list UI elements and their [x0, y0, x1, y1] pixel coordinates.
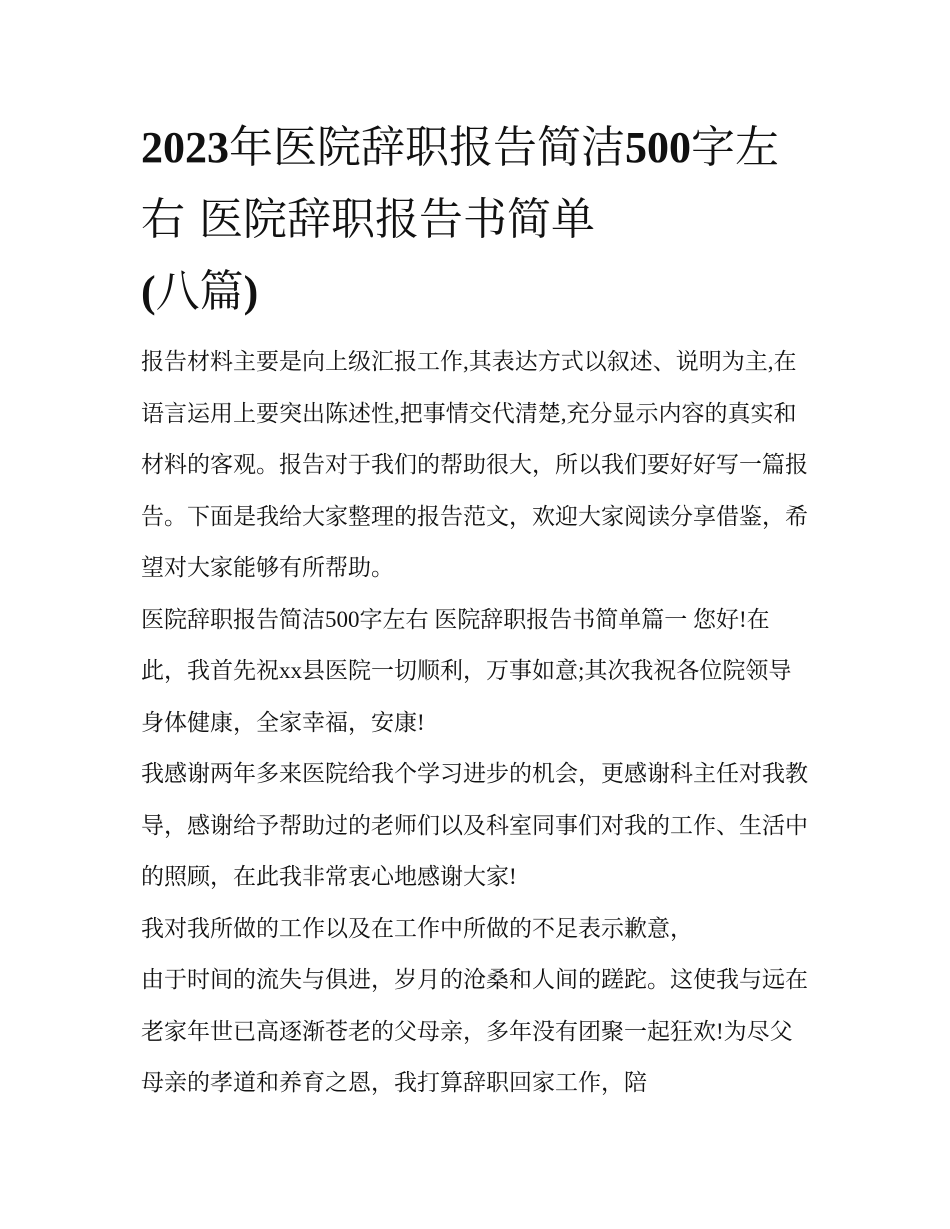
title-number: 500: [625, 123, 691, 172]
body-paragraph-4: 由于时间的流失与俱进，岁月的沧桑和人间的蹉跎。这使我与远在老家年世已高逐渐苍老的父母亲，多年没有团聚一起狂欢!为尽父母亲的孝道和养育之恩，我打算辞职回家工作，陪: [141, 967, 808, 1095]
body-paragraph-2: 我感谢两年多来医院给我个学习进步的机会，更感谢科主任对我教导，感谢给予帮助过的老师们以及科室同事们对我的工作、生活中的照顾，在此我非常衷心地感谢大家!: [141, 761, 808, 889]
title-text-3: 八篇: [155, 266, 244, 317]
title-text-2: 字左右 医院辞职报告书简单: [141, 122, 779, 245]
document-title: [141, 112, 813, 328]
title-text-1: 年医院辞职报告简洁: [229, 122, 625, 173]
body-paragraph-1: 医院辞职报告简洁500字左右 医院辞职报告书简单篇一 您好!在此，我首先祝xx县医院一切顺利，万事如意;其次我祝各位院领导身体健康，全家幸福，安康!: [141, 606, 792, 735]
title-paren-close: ): [243, 267, 259, 316]
intro-paragraph: 报告材料主要是向上级汇报工作,其表达方式以叙述、说明为主,在语言运用上要突出陈述性,把事情交代清楚,充分显示内容的真实和材料的客观。报告对于我们的帮助很大，所以我们要好好写一篇报告。下面是我给大家整理的报告范文，欢迎大家阅读分享借鉴，希望对大家能够有所帮助。: [141, 349, 808, 580]
document-content: [141, 112, 813, 1109]
body-paragraph-3: 我对我所做的工作以及在工作中所做的不足表示歉意，: [141, 915, 693, 941]
title-paren-open: (: [141, 267, 156, 316]
title-year: 2023: [141, 123, 229, 172]
